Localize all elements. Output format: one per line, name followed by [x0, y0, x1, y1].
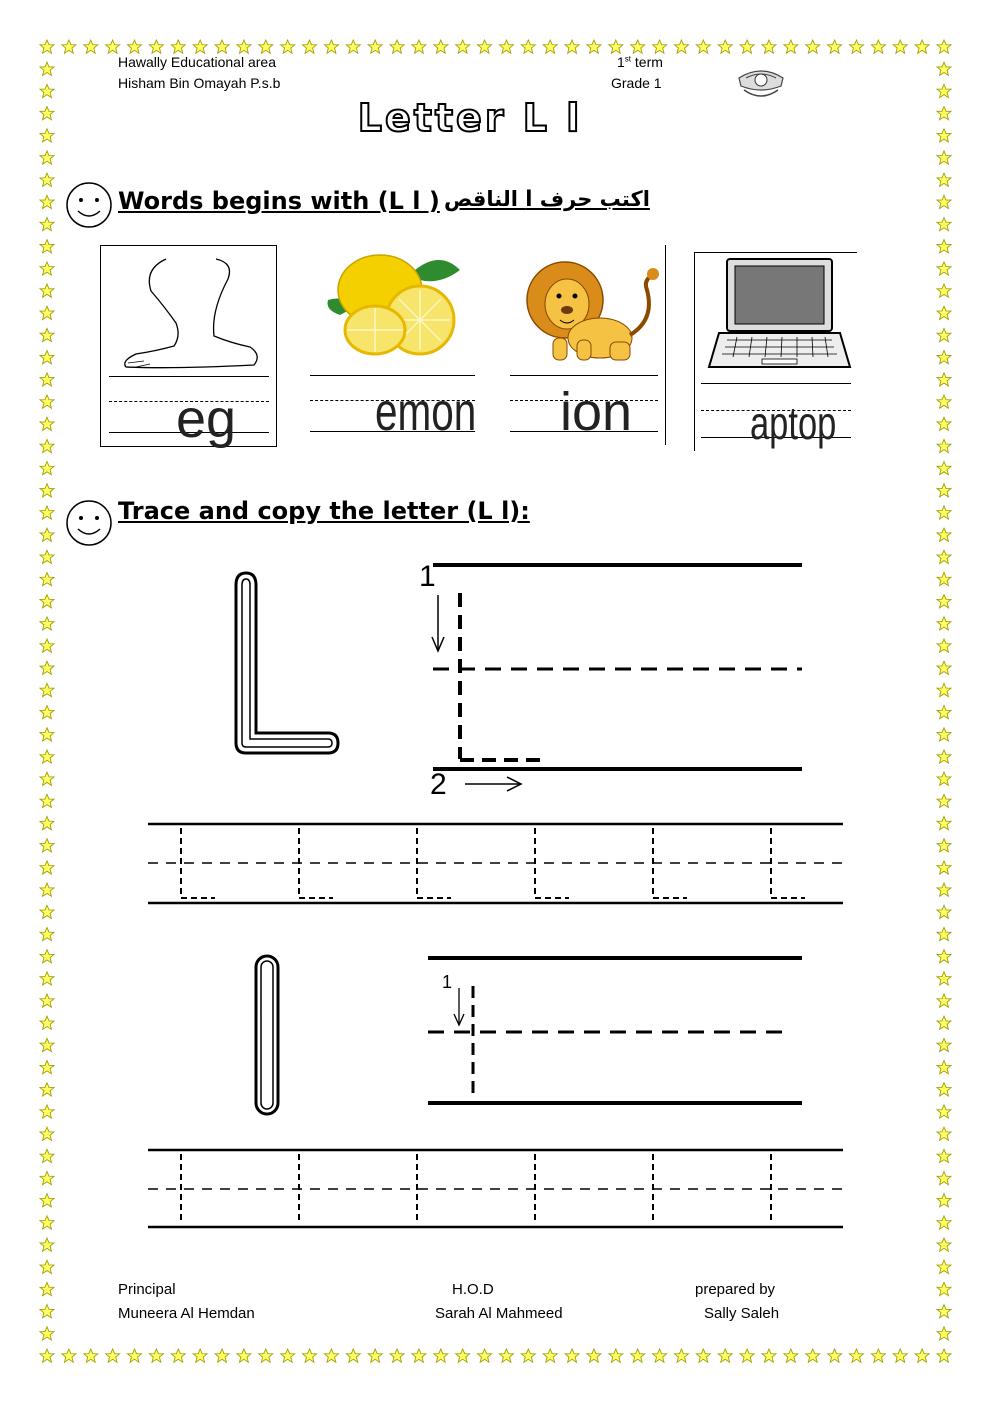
star-border-icon	[937, 328, 951, 341]
star-border-icon	[740, 40, 754, 53]
star-border-icon	[193, 40, 207, 53]
star-border-icon	[40, 639, 54, 652]
star-border-icon	[40, 151, 54, 164]
school-text: Hisham Bin Omayah P.s.b	[118, 75, 281, 91]
star-border-icon	[937, 639, 951, 652]
star-border-icon	[40, 1327, 54, 1340]
star-border-icon	[40, 240, 54, 253]
star-border-icon	[40, 1282, 54, 1295]
section1-arabic: اكتب حرف l الناقص	[444, 187, 650, 211]
star-border-icon	[40, 994, 54, 1007]
ministry-logo-icon	[736, 64, 786, 102]
star-border-icon	[499, 1349, 513, 1362]
area-text: Hawally Educational area	[118, 54, 276, 70]
star-border-icon	[937, 1016, 951, 1029]
star-border-icon	[40, 1194, 54, 1207]
star-border-icon	[215, 40, 229, 53]
star-border-icon	[434, 40, 448, 53]
star-border-icon	[937, 994, 951, 1007]
star-border-icon	[40, 817, 54, 830]
word-leg: eg	[176, 389, 237, 449]
star-border-icon	[40, 1260, 54, 1273]
star-border-icon	[40, 1083, 54, 1096]
star-border-icon	[587, 40, 601, 53]
star-border-icon	[40, 1105, 54, 1118]
star-border-icon	[40, 395, 54, 408]
star-border-icon	[937, 794, 951, 807]
star-border-icon	[215, 1349, 229, 1362]
star-border-icon	[40, 1305, 54, 1318]
star-border-icon	[412, 1349, 426, 1362]
star-border-icon	[259, 40, 273, 53]
star-border-icon	[937, 972, 951, 985]
star-border-icon	[937, 217, 951, 230]
practice-row-l	[145, 1146, 850, 1232]
star-border-icon	[171, 40, 185, 53]
star-border-icon	[40, 839, 54, 852]
step-1-label: 1	[419, 560, 436, 593]
star-border-icon	[40, 129, 54, 142]
star-border-icon	[149, 40, 163, 53]
star-border-icon	[849, 1349, 863, 1362]
star-border-icon	[40, 1172, 54, 1185]
word-laptop: aptop	[750, 397, 837, 449]
star-border-icon	[40, 262, 54, 275]
star-border-icon	[937, 1061, 951, 1074]
word-card-lion	[500, 245, 666, 445]
star-border-icon	[40, 1016, 54, 1029]
star-border-icon	[478, 1349, 492, 1362]
star-border-icon	[849, 40, 863, 53]
star-border-icon	[653, 1349, 667, 1362]
star-border-icon	[281, 1349, 295, 1362]
star-border-icon	[565, 40, 579, 53]
star-border-icon	[40, 927, 54, 940]
star-border-icon	[368, 40, 382, 53]
star-border-icon	[303, 40, 317, 53]
star-border-icon	[521, 40, 535, 53]
star-border-icon	[587, 1349, 601, 1362]
star-border-icon	[806, 1349, 820, 1362]
star-border-icon	[40, 861, 54, 874]
star-border-icon	[106, 40, 120, 53]
star-border-icon	[40, 351, 54, 364]
star-border-icon	[937, 284, 951, 297]
star-border-icon	[937, 661, 951, 674]
star-border-icon	[806, 40, 820, 53]
star-border-icon	[40, 306, 54, 319]
star-border-icon	[128, 1349, 142, 1362]
star-border-icon	[543, 1349, 557, 1362]
star-border-icon	[937, 484, 951, 497]
word-lemon: emon	[375, 382, 477, 442]
star-border-icon	[653, 40, 667, 53]
star-border-icon	[40, 1149, 54, 1162]
star-border-icon	[937, 195, 951, 208]
star-border-icon	[937, 572, 951, 585]
prepared-name: Sally Saleh	[704, 1305, 780, 1322]
star-border-icon	[937, 728, 951, 741]
star-border-icon	[937, 151, 951, 164]
star-border-icon	[828, 1349, 842, 1362]
star-border-icon	[937, 617, 951, 630]
star-border-icon	[937, 1305, 951, 1318]
star-border-icon	[40, 794, 54, 807]
word-card-lemon	[300, 245, 480, 445]
laptop-picture	[707, 257, 852, 375]
star-border-icon	[40, 40, 54, 53]
star-border-icon	[346, 40, 360, 53]
star-border-icon	[40, 484, 54, 497]
star-border-icon	[937, 373, 951, 386]
star-border-icon	[937, 550, 951, 563]
practice-row-L	[145, 820, 850, 910]
star-border-icon	[937, 1349, 951, 1362]
star-border-icon	[171, 1349, 185, 1362]
outline-letter-l	[252, 953, 282, 1118]
star-border-icon	[937, 883, 951, 896]
star-border-icon	[762, 1349, 776, 1362]
star-border-icon	[937, 1238, 951, 1251]
star-border-icon	[149, 1349, 163, 1362]
star-border-icon	[937, 772, 951, 785]
star-border-icon	[937, 395, 951, 408]
star-border-icon	[718, 1349, 732, 1362]
star-border-icon	[674, 40, 688, 53]
tracing-guide-L	[415, 555, 810, 805]
star-border-icon	[62, 40, 76, 53]
star-border-icon	[390, 40, 404, 53]
term-text: 1st term	[617, 54, 663, 70]
star-border-icon	[937, 262, 951, 275]
star-border-icon	[346, 1349, 360, 1362]
star-border-icon	[937, 528, 951, 541]
star-border-icon	[40, 572, 54, 585]
star-border-icon	[609, 40, 623, 53]
star-border-icon	[937, 1327, 951, 1340]
star-border-icon	[937, 506, 951, 519]
smiley-icon	[64, 498, 114, 548]
star-border-icon	[281, 40, 295, 53]
star-border-icon	[871, 40, 885, 53]
star-border-icon	[937, 683, 951, 696]
star-border-icon	[937, 817, 951, 830]
star-border-icon	[937, 905, 951, 918]
step-1-label-lower: 1	[442, 972, 453, 992]
star-border-icon	[40, 905, 54, 918]
star-border-icon	[937, 1282, 951, 1295]
star-border-icon	[303, 1349, 317, 1362]
star-border-icon	[565, 1349, 579, 1362]
star-border-icon	[937, 417, 951, 430]
star-border-icon	[40, 1238, 54, 1251]
star-border-icon	[456, 40, 470, 53]
star-border-icon	[40, 661, 54, 674]
star-border-icon	[937, 706, 951, 719]
grade-text: Grade 1	[611, 75, 662, 91]
leg-picture	[116, 251, 266, 371]
star-border-icon	[937, 62, 951, 75]
star-border-icon	[84, 40, 98, 53]
star-border-icon	[40, 972, 54, 985]
star-border-icon	[674, 1349, 688, 1362]
lion-picture	[515, 260, 665, 365]
star-border-icon	[937, 595, 951, 608]
star-border-icon	[784, 40, 798, 53]
star-border-icon	[937, 1149, 951, 1162]
star-border-icon	[324, 1349, 338, 1362]
star-border-icon	[40, 550, 54, 563]
star-border-icon	[937, 129, 951, 142]
star-border-icon	[40, 439, 54, 452]
star-border-icon	[937, 107, 951, 120]
star-border-icon	[40, 107, 54, 120]
word-card-leg	[100, 245, 277, 447]
star-border-icon	[40, 1216, 54, 1229]
star-border-icon	[40, 417, 54, 430]
tracing-guide-l	[415, 950, 810, 1110]
star-border-icon	[40, 1127, 54, 1140]
star-border-icon	[40, 728, 54, 741]
star-border-icon	[937, 84, 951, 97]
star-border-icon	[40, 595, 54, 608]
star-border-icon	[390, 1349, 404, 1362]
star-border-icon	[40, 1061, 54, 1074]
star-border-icon	[937, 1216, 951, 1229]
star-border-icon	[937, 1172, 951, 1185]
star-border-icon	[696, 40, 710, 53]
section2-heading: Trace and copy the letter (L l):	[118, 497, 530, 525]
star-border-icon	[937, 462, 951, 475]
star-border-icon	[696, 1349, 710, 1362]
star-border-icon	[937, 306, 951, 319]
star-border-icon	[40, 84, 54, 97]
star-border-icon	[434, 1349, 448, 1362]
star-border-icon	[499, 40, 513, 53]
star-border-icon	[762, 40, 776, 53]
star-border-icon	[937, 173, 951, 186]
star-border-icon	[937, 240, 951, 253]
star-border-icon	[915, 40, 929, 53]
principal-title: Principal	[118, 1281, 176, 1298]
star-border-icon	[40, 706, 54, 719]
star-border-icon	[937, 1038, 951, 1051]
star-border-icon	[40, 373, 54, 386]
star-border-icon	[871, 1349, 885, 1362]
star-border-icon	[193, 1349, 207, 1362]
star-border-icon	[40, 217, 54, 230]
word-card-laptop	[694, 252, 857, 451]
star-border-icon	[40, 62, 54, 75]
star-border-icon	[237, 40, 251, 53]
prepared-title: prepared by	[695, 1281, 776, 1298]
word-lion: ion	[560, 382, 633, 442]
star-border-icon	[40, 328, 54, 341]
star-border-icon	[937, 1105, 951, 1118]
star-border-icon	[631, 40, 645, 53]
star-border-icon	[609, 1349, 623, 1362]
star-border-icon	[40, 284, 54, 297]
star-border-icon	[62, 1349, 76, 1362]
star-border-icon	[456, 1349, 470, 1362]
star-border-icon	[40, 883, 54, 896]
star-border-icon	[40, 528, 54, 541]
section1-heading: Words begins with (L l )	[118, 187, 440, 215]
star-border-icon	[937, 1127, 951, 1140]
star-border-icon	[937, 950, 951, 963]
star-border-icon	[543, 40, 557, 53]
star-border-icon	[259, 1349, 273, 1362]
star-border-icon	[718, 40, 732, 53]
star-border-icon	[915, 1349, 929, 1362]
star-border-icon	[40, 950, 54, 963]
star-border-icon	[40, 772, 54, 785]
star-border-icon	[893, 40, 907, 53]
star-border-icon	[631, 1349, 645, 1362]
star-border-icon	[937, 1260, 951, 1273]
star-border-icon	[84, 1349, 98, 1362]
lemon-picture	[320, 245, 470, 365]
step-2-label: 2	[430, 768, 447, 801]
star-border-icon	[40, 1038, 54, 1051]
star-border-icon	[937, 1194, 951, 1207]
star-border-icon	[478, 40, 492, 53]
star-border-icon	[40, 506, 54, 519]
hod-title: H.O.D	[452, 1281, 494, 1298]
star-border-icon	[40, 683, 54, 696]
star-border-icon	[937, 40, 951, 53]
star-border-icon	[40, 173, 54, 186]
hod-name: Sarah Al Mahmeed	[435, 1305, 563, 1322]
star-border-icon	[937, 351, 951, 364]
star-border-icon	[937, 439, 951, 452]
star-border-icon	[128, 40, 142, 53]
star-border-icon	[237, 1349, 251, 1362]
star-border-icon	[412, 40, 426, 53]
star-border-icon	[40, 462, 54, 475]
star-border-icon	[937, 839, 951, 852]
star-border-icon	[40, 617, 54, 630]
star-border-icon	[40, 750, 54, 763]
star-border-icon	[937, 1083, 951, 1096]
smiley-icon	[64, 180, 114, 230]
star-border-icon	[784, 1349, 798, 1362]
star-border-icon	[40, 1349, 54, 1362]
star-border-icon	[106, 1349, 120, 1362]
star-border-icon	[828, 40, 842, 53]
star-border-icon	[521, 1349, 535, 1362]
principal-name: Muneera Al Hemdan	[118, 1305, 255, 1322]
star-border-icon	[937, 927, 951, 940]
star-border-icon	[740, 1349, 754, 1362]
star-border-icon	[324, 40, 338, 53]
star-border-icon	[368, 1349, 382, 1362]
star-border-icon	[937, 750, 951, 763]
page-title: Letter L l	[357, 96, 583, 140]
outline-letter-L	[228, 565, 343, 760]
star-border-icon	[40, 195, 54, 208]
star-border-icon	[937, 861, 951, 874]
star-border-icon	[893, 1349, 907, 1362]
